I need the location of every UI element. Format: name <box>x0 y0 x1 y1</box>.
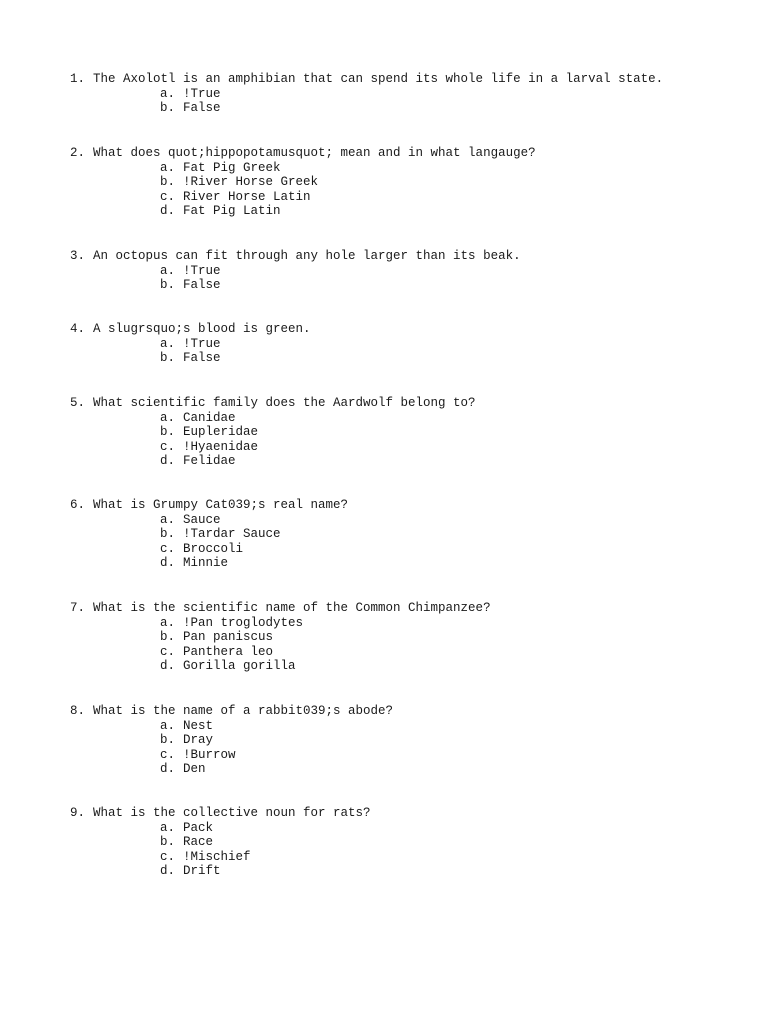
option-text: Nest <box>183 718 214 733</box>
answer-option <box>70 440 750 455</box>
answer-option <box>70 264 750 279</box>
option-letter: d. <box>160 556 176 571</box>
option-text: Race <box>183 835 214 850</box>
option-letter: b. <box>160 351 176 366</box>
question-text: What scientific family does the Aardwolf belong to? <box>93 396 476 410</box>
answer-option <box>70 190 750 205</box>
option-letter: d. <box>160 864 176 879</box>
question-5 <box>70 396 750 469</box>
option-letter: b. <box>160 101 176 116</box>
option-text: False <box>183 278 221 293</box>
option-letter: d. <box>160 454 176 469</box>
question-7 <box>70 601 750 674</box>
answer-option <box>70 175 750 190</box>
option-letter: c. <box>160 439 176 454</box>
option-text: Sauce <box>183 512 221 527</box>
option-text: Pan paniscus <box>183 630 274 645</box>
answer-option <box>70 850 750 865</box>
answer-option <box>70 425 750 440</box>
option-letter: b. <box>160 835 176 850</box>
option-text: Eupleridae <box>183 425 259 440</box>
question-text: What is Grumpy Cat039;s real name? <box>93 498 349 512</box>
question-text: What is the name of a rabbit039;s abode? <box>93 704 394 718</box>
option-letter: b. <box>160 630 176 645</box>
answer-option <box>70 542 750 557</box>
question-number: 9. <box>70 806 86 820</box>
option-letter: d. <box>160 204 176 219</box>
option-letter: a. <box>160 410 176 425</box>
option-letter: c. <box>160 747 176 762</box>
option-text: Fat Pig Latin <box>183 204 281 219</box>
answer-option <box>70 733 750 748</box>
option-text: Den <box>183 762 206 777</box>
answer-option <box>70 278 750 293</box>
answer-option <box>70 204 750 219</box>
question-text: The Axolotl is an amphibian that can spend its whole life in a larval state. <box>93 72 664 86</box>
answer-option <box>70 337 750 352</box>
option-text: !Tardar Sauce <box>183 527 281 542</box>
answer-option <box>70 87 750 102</box>
option-text: !True <box>183 336 221 351</box>
question-4 <box>70 322 750 366</box>
answer-option <box>70 161 750 176</box>
option-text: Felidae <box>183 454 236 469</box>
option-letter: a. <box>160 336 176 351</box>
option-text: Dray <box>183 733 214 748</box>
answer-option <box>70 821 750 836</box>
answer-option <box>70 762 750 777</box>
option-letter: a. <box>160 512 176 527</box>
question-text: What is the collective noun for rats? <box>93 806 371 820</box>
option-text: Gorilla gorilla <box>183 659 296 674</box>
option-letter: a. <box>160 263 176 278</box>
option-letter: c. <box>160 644 176 659</box>
option-letter: d. <box>160 659 176 674</box>
question-8 <box>70 704 750 777</box>
option-text: Canidae <box>183 410 236 425</box>
option-letter: a. <box>160 615 176 630</box>
option-text: Broccoli <box>183 541 244 556</box>
question-9 <box>70 806 750 879</box>
option-text: !Hyaenidae <box>183 439 259 454</box>
option-text: !Mischief <box>183 849 251 864</box>
answer-option <box>70 719 750 734</box>
question-number: 2. <box>70 146 86 160</box>
option-text: !River Horse Greek <box>183 175 319 190</box>
option-letter: b. <box>160 425 176 440</box>
option-text: False <box>183 351 221 366</box>
question-number: 8. <box>70 704 86 718</box>
question-number: 4. <box>70 322 86 336</box>
question-number: 5. <box>70 396 86 410</box>
question-text: What is the scientific name of the Common Chimpanzee? <box>93 601 491 615</box>
question-2 <box>70 146 750 219</box>
answer-option <box>70 748 750 763</box>
question-text: A slugrsquo;s blood is green. <box>93 322 311 336</box>
option-text: Drift <box>183 864 221 879</box>
answer-option <box>70 645 750 660</box>
question-text: What does quot;hippopotamusquot; mean and in what langauge? <box>93 146 536 160</box>
option-letter: c. <box>160 189 176 204</box>
option-letter: a. <box>160 820 176 835</box>
option-letter: b. <box>160 175 176 190</box>
question-number: 1. <box>70 72 86 86</box>
answer-option <box>70 454 750 469</box>
option-letter: b. <box>160 733 176 748</box>
option-text: Fat Pig Greek <box>183 160 281 175</box>
answer-option <box>70 659 750 674</box>
answer-option <box>70 101 750 116</box>
option-letter: c. <box>160 849 176 864</box>
answer-option <box>70 630 750 645</box>
answer-option <box>70 556 750 571</box>
option-letter: b. <box>160 527 176 542</box>
option-text: !Pan troglodytes <box>183 615 304 630</box>
question-3 <box>70 249 750 293</box>
answer-option <box>70 527 750 542</box>
answer-option <box>70 835 750 850</box>
question-6 <box>70 498 750 571</box>
question-number: 3. <box>70 249 86 263</box>
option-letter: b. <box>160 278 176 293</box>
option-text: Minnie <box>183 556 229 571</box>
option-text: Panthera leo <box>183 644 274 659</box>
answer-option <box>70 864 750 879</box>
option-text: !Burrow <box>183 747 236 762</box>
answer-option <box>70 513 750 528</box>
question-text: An octopus can fit through any hole larger than its beak. <box>93 249 521 263</box>
answer-option <box>70 616 750 631</box>
option-letter: a. <box>160 86 176 101</box>
option-text: !True <box>183 263 221 278</box>
option-letter: a. <box>160 160 176 175</box>
option-text: False <box>183 101 221 116</box>
answer-option <box>70 351 750 366</box>
option-letter: a. <box>160 718 176 733</box>
option-letter: c. <box>160 541 176 556</box>
option-letter: d. <box>160 762 176 777</box>
answer-option <box>70 411 750 426</box>
option-text: River Horse Latin <box>183 189 311 204</box>
question-number: 6. <box>70 498 86 512</box>
question-1 <box>70 72 750 116</box>
question-number: 7. <box>70 601 86 615</box>
option-text: Pack <box>183 820 214 835</box>
option-text: !True <box>183 86 221 101</box>
